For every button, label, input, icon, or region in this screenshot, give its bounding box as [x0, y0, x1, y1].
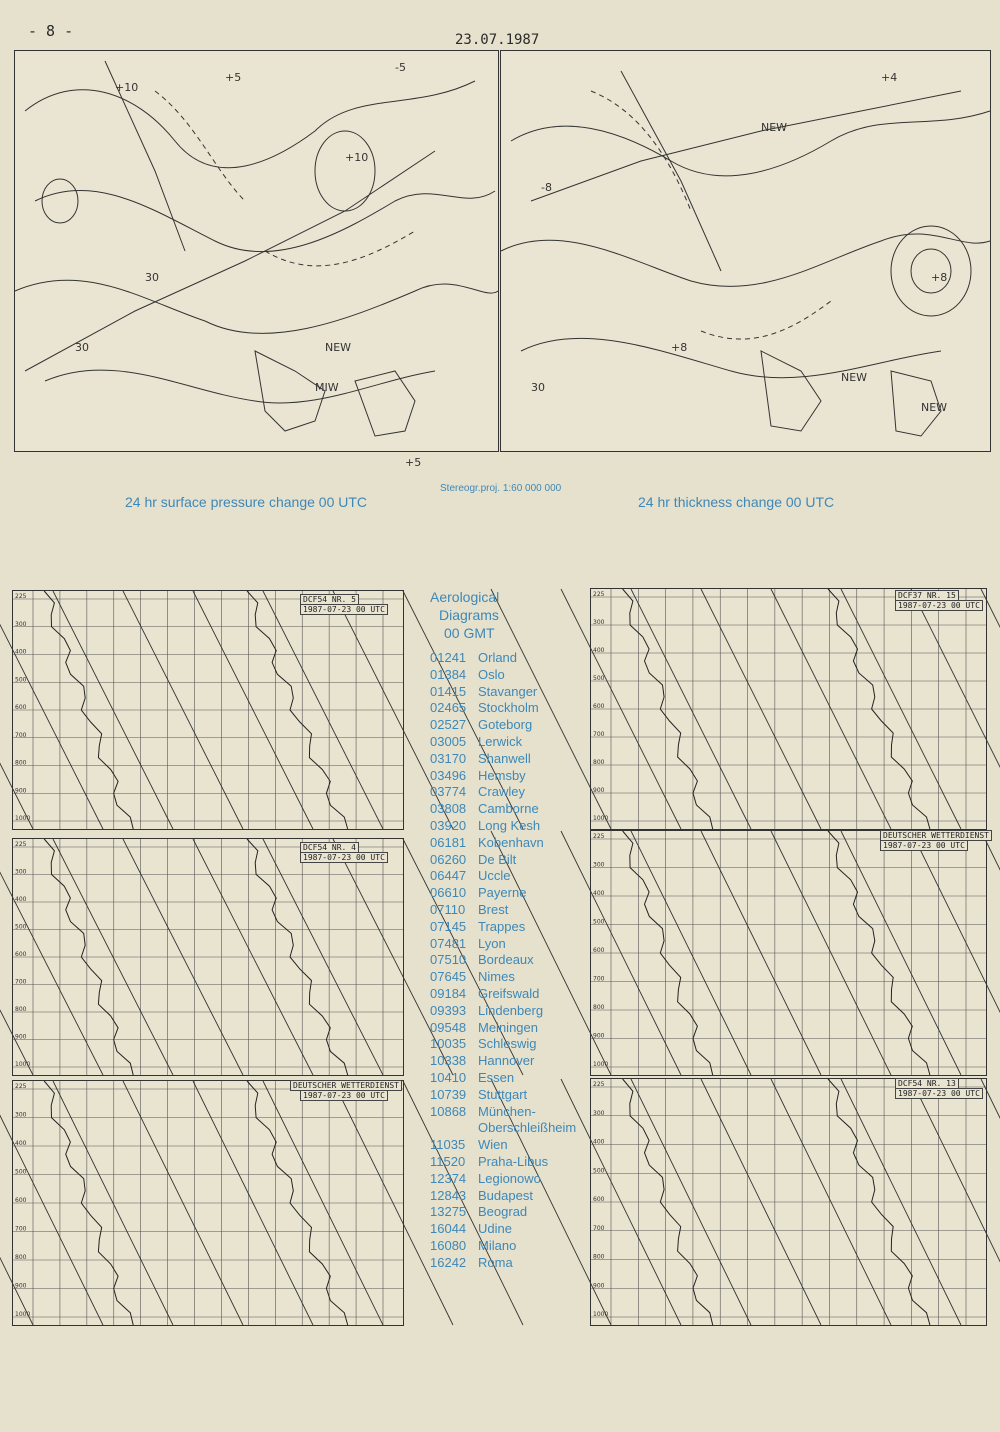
diagram-label: DCF54 NR. 4 — [300, 842, 359, 853]
diagram-date: 1987-07-23 00 UTC — [300, 604, 388, 615]
aerological-diagram-right-top — [590, 588, 987, 830]
station-code: 10035 — [430, 1036, 467, 1052]
pressure-tick-label: 600 — [593, 703, 605, 710]
diagram-label: DCF54 NR. 13 — [895, 1078, 959, 1089]
station-code: 02465 — [430, 700, 467, 716]
station-code: 07110 — [430, 901, 466, 917]
pressure-tick-label: 500 — [15, 923, 27, 931]
station-item — [430, 650, 590, 667]
pressure-tick-label: 900 — [593, 787, 605, 794]
station-code: 10868 — [430, 1103, 467, 1119]
pressure-tick-label: 600 — [15, 704, 27, 711]
map-right-drawing — [501, 51, 990, 451]
station-item — [430, 784, 590, 801]
station-list — [430, 650, 590, 1271]
station-item — [430, 818, 590, 835]
diagram-date: 1987-07-23 00 UTC — [895, 1088, 983, 1099]
svg-text:-5: -5 — [395, 61, 406, 74]
station-name: Wien — [478, 1137, 508, 1153]
station-name: Goteborg — [478, 717, 533, 733]
pressure-tick-label: 700 — [15, 1225, 27, 1233]
svg-text:NEW: NEW — [325, 341, 352, 354]
station-code: 11520 — [430, 1153, 466, 1169]
station-item — [430, 952, 590, 969]
station-item — [430, 835, 590, 852]
station-code: 01241 — [430, 650, 467, 665]
pressure-tick-label: 700 — [593, 731, 605, 738]
station-code: 03170 — [430, 750, 467, 766]
station-name: Crawley — [478, 784, 525, 800]
svg-text:+8: +8 — [671, 341, 688, 354]
station-item — [430, 868, 590, 885]
station-name: Lerwick — [478, 733, 523, 749]
pressure-tick-label: 500 — [593, 675, 605, 682]
station-name: Hannover — [478, 1053, 535, 1069]
svg-text:+5: +5 — [225, 71, 242, 84]
aerological-diagram-left-top — [12, 590, 404, 830]
pressure-tick-label: 300 — [593, 861, 605, 869]
diagram-date: 1987-07-23 00 UTC — [300, 1090, 388, 1101]
station-item — [430, 969, 590, 986]
pressure-tick-label: 800 — [15, 1254, 27, 1261]
station-code: 02527 — [430, 717, 467, 733]
station-item — [430, 751, 590, 768]
station-code: 03005 — [430, 733, 467, 749]
station-name: Roma — [478, 1254, 513, 1270]
station-name: Legionowo — [478, 1170, 541, 1186]
station-name: Milano — [478, 1237, 517, 1253]
station-code: 07481 — [430, 935, 467, 951]
station-code: 10739 — [430, 1086, 467, 1102]
pressure-tick-label: 1000 — [15, 1061, 31, 1068]
station-item — [430, 986, 590, 1003]
station-code: 06447 — [430, 868, 467, 884]
station-code: 12843 — [430, 1187, 467, 1203]
station-name: Praha-Libus — [478, 1153, 549, 1169]
legend-title — [430, 588, 590, 642]
station-name: Schleswig — [478, 1036, 537, 1052]
issue-date: 23.07.1987 — [455, 32, 540, 48]
station-item — [430, 1104, 590, 1121]
svg-text:+10: +10 — [345, 151, 369, 164]
station-name: Shanwell — [478, 750, 531, 766]
pressure-tick-label: 1000 — [593, 815, 609, 822]
pressure-tick-label: 300 — [15, 868, 27, 876]
station-item — [430, 717, 590, 734]
pressure-tick-label: 900 — [15, 1282, 27, 1290]
station-code: 10410 — [430, 1069, 467, 1085]
station-item — [430, 1020, 590, 1037]
pressure-tick-label: 500 — [593, 918, 605, 926]
station-item — [430, 902, 590, 919]
station-item — [430, 1036, 590, 1053]
pressure-tick-label: 300 — [15, 1111, 27, 1119]
station-code: 07510 — [430, 952, 467, 968]
svg-text:NEW: NEW — [761, 121, 788, 134]
station-name: Oberschleißheim — [478, 1120, 577, 1136]
svg-text:30: 30 — [531, 381, 545, 394]
diagram-date: 1987-07-23 00 UTC — [895, 600, 983, 611]
pressure-tick-label: 400 — [15, 1140, 27, 1147]
pressure-tick-label: 400 — [593, 647, 605, 654]
station-name: Oslo — [478, 666, 505, 682]
pressure-tick-label: 400 — [593, 1138, 605, 1146]
pressure-tick-label: 1000 — [593, 1061, 609, 1068]
pressure-tick-label: 800 — [593, 1253, 605, 1261]
diagram-date: 1987-07-23 00 UTC — [880, 840, 968, 851]
station-name: Uccle — [478, 868, 511, 884]
station-code: 01415 — [430, 683, 467, 699]
svg-text:30: 30 — [75, 341, 89, 354]
pressure-tick-label: 1000 — [15, 1311, 31, 1318]
station-name: München- — [478, 1103, 536, 1119]
station-name: Stavanger — [478, 683, 538, 699]
diagram-label: DEUTSCHER WETTERDIENST — [290, 1080, 402, 1091]
station-code: 03920 — [430, 817, 467, 833]
pressure-tick-label: 600 — [593, 947, 605, 954]
station-name: Orland — [478, 650, 518, 665]
station-name: Meiningen — [478, 1019, 538, 1035]
station-code: 09393 — [430, 1002, 467, 1018]
pressure-tick-label: 500 — [15, 676, 27, 684]
pressure-tick-label: 600 — [15, 951, 27, 958]
station-name: Kobenhavn — [478, 834, 544, 850]
station-name: Lindenberg — [478, 1002, 544, 1018]
station-item — [430, 1120, 590, 1137]
station-name: Budapest — [478, 1187, 533, 1203]
station-name: Stuttgart — [478, 1086, 528, 1102]
pressure-tick-label: 800 — [15, 759, 27, 767]
station-item — [430, 1188, 590, 1205]
station-code: 09548 — [430, 1019, 467, 1035]
pressure-tick-label: 225 — [593, 1081, 605, 1088]
station-code: 03808 — [430, 801, 467, 817]
station-code: 12374 — [430, 1170, 467, 1186]
thickness-change-map — [500, 50, 991, 452]
station-name: Stockholm — [478, 700, 539, 716]
station-name: Camborne — [478, 801, 539, 817]
pressure-tick-label: 300 — [593, 619, 605, 626]
pressure-tick-label: 900 — [593, 1032, 605, 1040]
station-name: Brest — [478, 901, 509, 917]
pressure-tick-label: 225 — [15, 593, 27, 600]
station-item — [430, 919, 590, 936]
page-number: - 8 - — [28, 22, 74, 40]
station-name: Long Kesh — [478, 817, 541, 833]
station-code: 16242 — [430, 1254, 467, 1270]
station-item — [430, 768, 590, 785]
svg-text:+4: +4 — [881, 71, 898, 84]
aerological-diagram-right-bottom — [590, 1078, 987, 1326]
pressure-tick-label: 300 — [15, 620, 27, 628]
station-code: 06181 — [430, 834, 467, 850]
pressure-tick-label: 400 — [15, 648, 27, 656]
station-name: Lyon — [478, 935, 506, 951]
pressure-tick-label: 700 — [593, 975, 605, 983]
station-item — [430, 1154, 590, 1171]
station-code: 06610 — [430, 885, 467, 901]
pressure-tick-label: 500 — [15, 1168, 27, 1176]
pressure-tick-label: 225 — [15, 1083, 27, 1090]
svg-text:+8: +8 — [931, 271, 948, 284]
station-code: 07145 — [430, 918, 467, 934]
pressure-tick-label: 300 — [593, 1109, 605, 1117]
pressure-tick-label: 700 — [15, 731, 27, 739]
station-item — [430, 936, 590, 953]
pressure-tick-label: 1000 — [15, 815, 31, 822]
pressure-tick-label: 900 — [593, 1282, 605, 1290]
svg-text:-8: -8 — [541, 181, 552, 194]
legend-title-line: 00 GMT — [444, 625, 495, 641]
pressure-tick-label: 225 — [593, 591, 605, 598]
pressure-tick-label: 400 — [593, 890, 605, 897]
pressure-tick-label: 1000 — [593, 1311, 609, 1318]
station-code: 13275 — [430, 1204, 467, 1220]
station-item — [430, 1221, 590, 1238]
pressure-tick-label: 800 — [593, 759, 605, 766]
station-item — [430, 1070, 590, 1087]
svg-text:30: 30 — [145, 271, 159, 284]
station-code: 11035 — [430, 1137, 466, 1153]
station-code: 03774 — [430, 784, 467, 800]
station-name: Nimes — [478, 969, 515, 985]
station-code: 10338 — [430, 1053, 467, 1069]
pressure-tick-label: 600 — [15, 1197, 27, 1204]
station-item — [430, 1238, 590, 1255]
svg-text:NEW: NEW — [921, 401, 948, 414]
station-code: 09184 — [430, 985, 467, 1001]
station-item — [430, 1171, 590, 1188]
svg-text:+5: +5 — [405, 456, 422, 469]
station-code: 06260 — [430, 851, 467, 867]
pressure-tick-label: 800 — [593, 1004, 605, 1011]
station-item — [430, 667, 590, 684]
pressure-tick-label: 700 — [593, 1224, 605, 1232]
station-code: 07645 — [430, 969, 467, 985]
station-name: Payerne — [478, 885, 527, 901]
aerological-diagram-right-mid — [590, 830, 987, 1076]
pressure-tick-label: 225 — [15, 841, 27, 848]
aerological-diagram-left-mid — [12, 838, 404, 1076]
station-item — [430, 734, 590, 751]
diagram-label: DEUTSCHER WETTERDIENST — [880, 830, 992, 841]
station-name: De Bilt — [478, 851, 517, 867]
right-map-caption: 24 hr thickness change 00 UTC — [638, 494, 835, 510]
legend-title-line: Diagrams — [439, 607, 499, 623]
station-name: Beograd — [478, 1204, 528, 1220]
station-code: 01384 — [430, 666, 467, 682]
station-item — [430, 1137, 590, 1154]
station-item — [430, 684, 590, 701]
pressure-tick-label: 900 — [15, 787, 27, 795]
station-item — [430, 1204, 590, 1221]
station-item — [430, 852, 590, 869]
pressure-tick-label: 600 — [593, 1196, 605, 1203]
station-code — [430, 1120, 478, 1137]
pressure-tick-label: 400 — [15, 896, 27, 903]
aerological-diagram-left-bottom — [12, 1080, 404, 1326]
diagram-date: 1987-07-23 00 UTC — [300, 852, 388, 863]
svg-text:+10: +10 — [115, 81, 139, 94]
pressure-tick-label: 800 — [15, 1006, 27, 1013]
legend-title-line: Aerological — [430, 589, 500, 605]
station-item — [430, 1087, 590, 1104]
station-code: 03496 — [430, 767, 467, 783]
pressure-tick-label: 500 — [593, 1167, 605, 1175]
pressure-tick-label: 900 — [15, 1033, 27, 1041]
projection-note: Stereogr.proj. 1:60 000 000 — [440, 483, 562, 494]
station-name: Essen — [478, 1069, 515, 1085]
diagram-label: DCF54 NR. 5 — [300, 594, 359, 605]
pressure-tick-label: 225 — [593, 833, 605, 840]
station-item — [430, 1053, 590, 1070]
station-item — [430, 700, 590, 717]
station-name: Trappes — [478, 918, 526, 934]
diagram-label: DCF37 NR. 15 — [895, 590, 959, 601]
svg-text:NEW: NEW — [841, 371, 868, 384]
map-left-drawing — [15, 51, 498, 469]
svg-text:MIW: MIW — [315, 381, 339, 394]
station-code: 16044 — [430, 1221, 467, 1237]
station-legend — [430, 588, 590, 1271]
station-item — [430, 1255, 590, 1272]
station-item — [430, 801, 590, 818]
left-map-caption: 24 hr surface pressure change 00 UTC — [125, 494, 368, 510]
station-name: Greifswald — [478, 985, 540, 1001]
pressure-tick-label: 700 — [15, 978, 27, 986]
surface-pressure-change-map — [14, 50, 499, 469]
station-name: Hemsby — [478, 767, 526, 783]
station-name: Bordeaux — [478, 952, 534, 968]
station-item — [430, 1003, 590, 1020]
station-item — [430, 885, 590, 902]
station-name: Udine — [478, 1221, 512, 1237]
station-code: 16080 — [430, 1237, 467, 1253]
